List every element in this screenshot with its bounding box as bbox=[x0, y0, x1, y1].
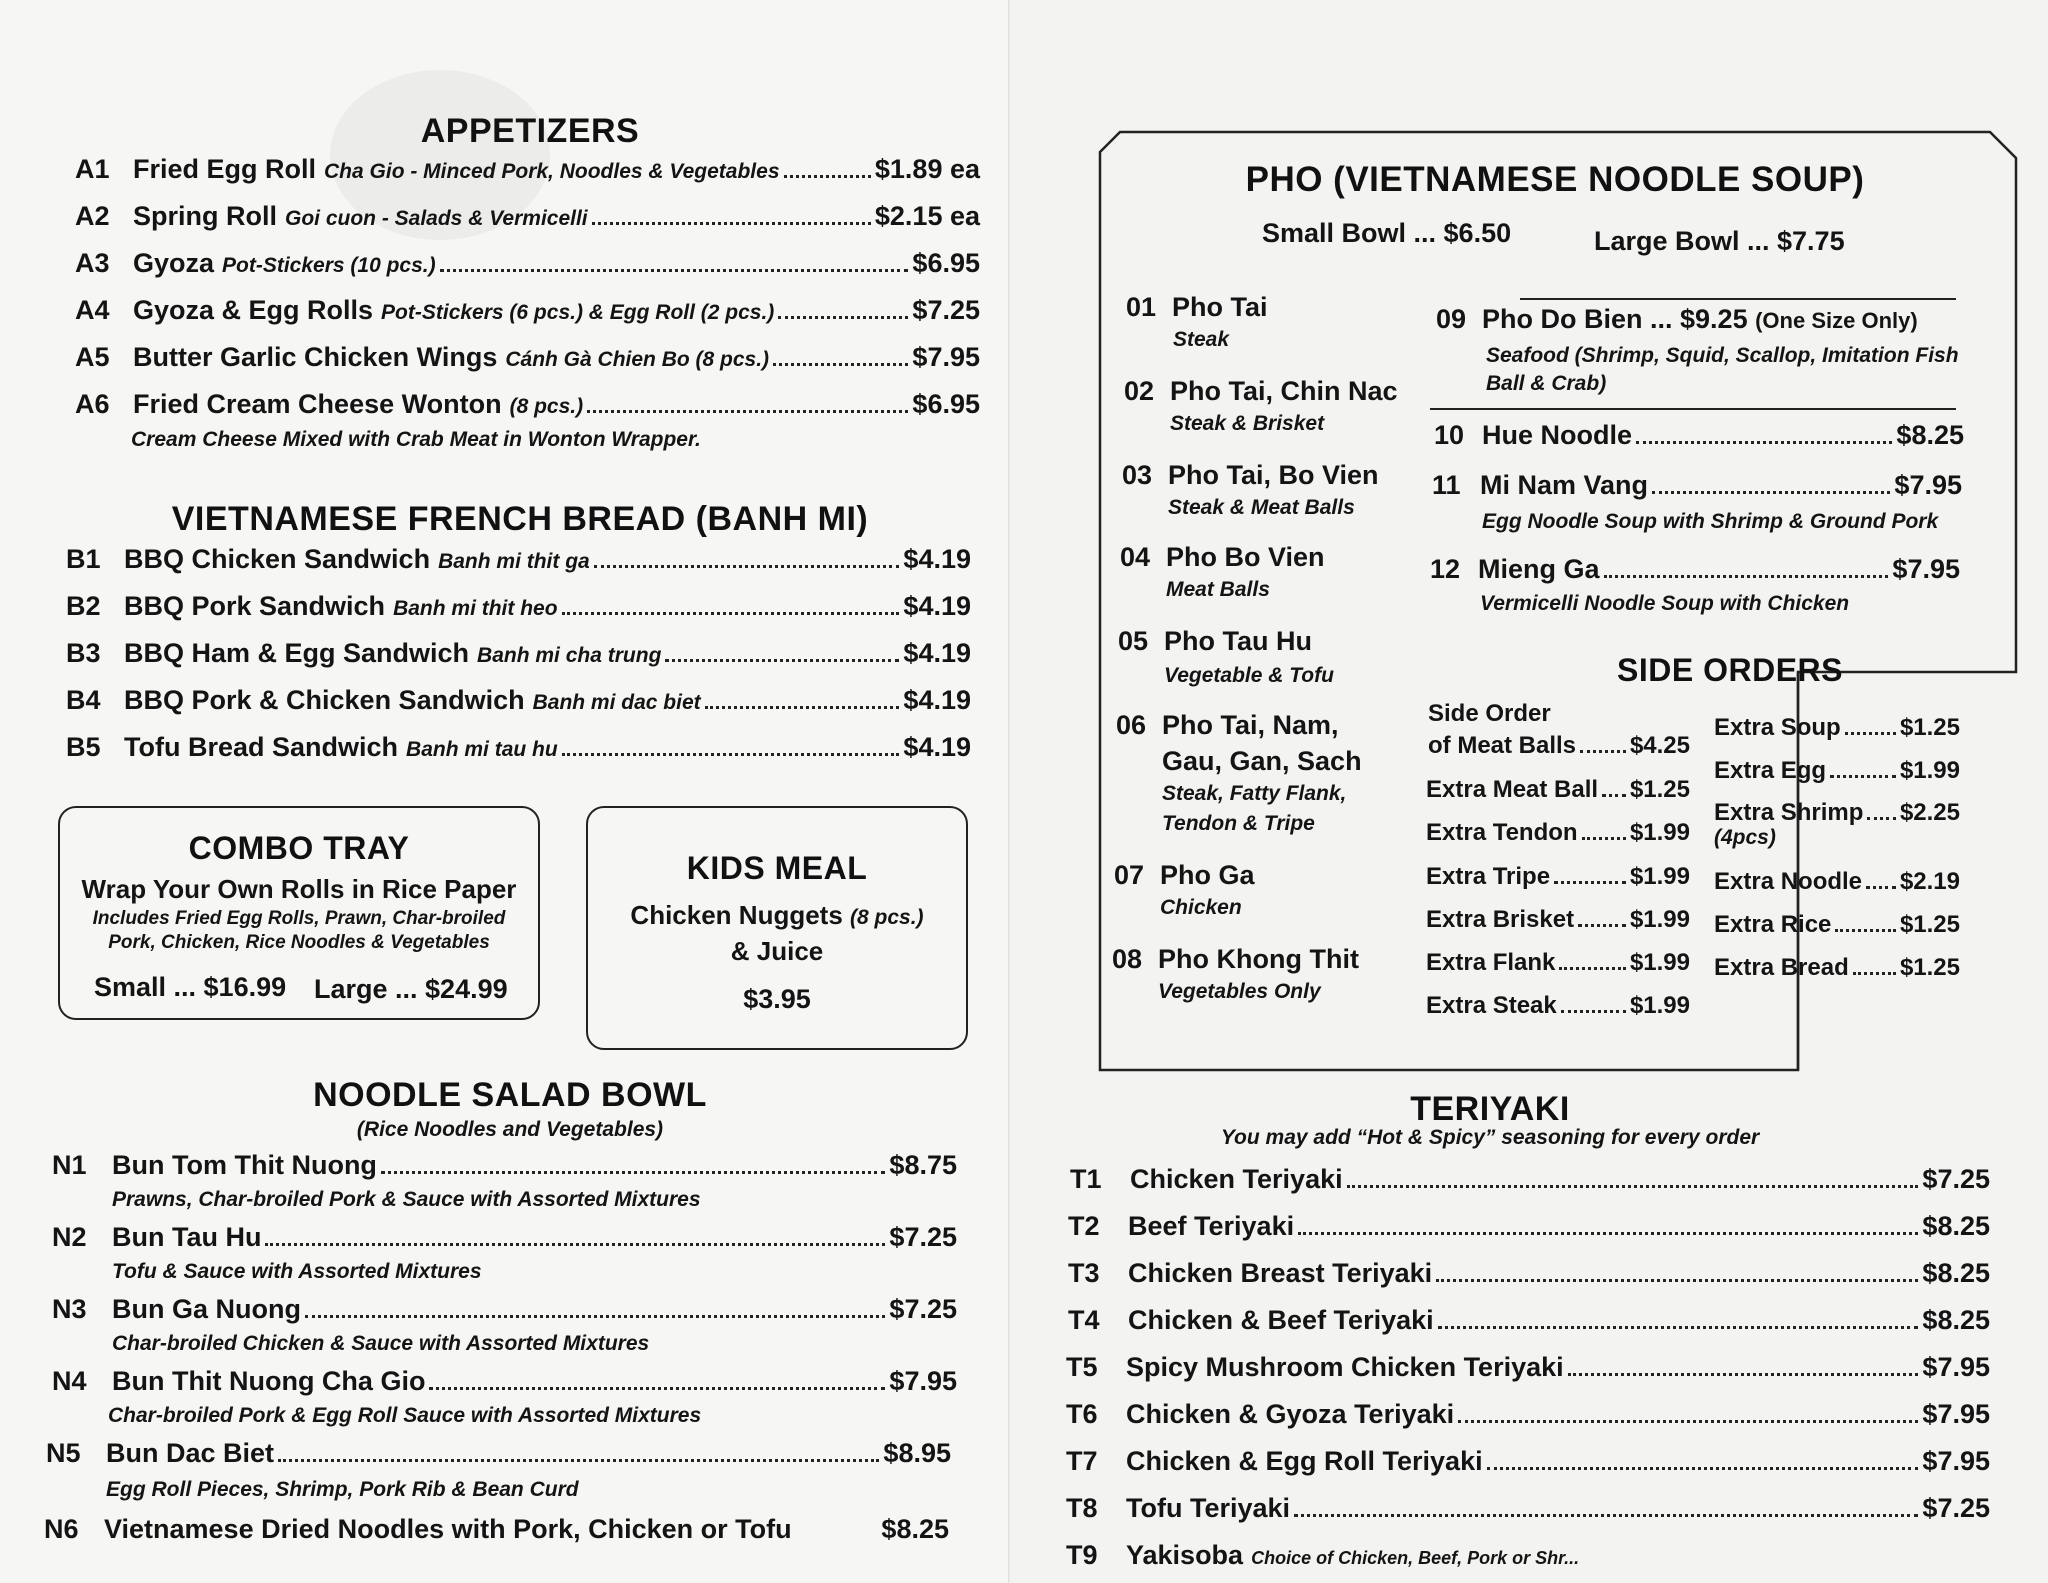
item-name: Beef Teriyaki bbox=[1128, 1211, 1295, 1241]
item-code: T6 bbox=[1066, 1399, 1098, 1429]
pho-item-08 bbox=[1112, 944, 1359, 975]
item-description: Egg Noodle Soup with Shrimp & Ground Pork bbox=[1482, 510, 1939, 533]
item-name: of Meat Balls bbox=[1428, 732, 1577, 759]
item-name: Mi Nam Vang bbox=[1480, 470, 1649, 500]
dot-leader bbox=[1559, 967, 1626, 970]
pho-divider-2 bbox=[1430, 408, 1956, 410]
item-description: Cream Cheese Mixed with Crab Meat in Wonton Wrapper. bbox=[131, 428, 701, 451]
item-code: T2 bbox=[1068, 1211, 1100, 1241]
item-viet-name: (8 pcs.) bbox=[509, 395, 584, 418]
item-price: $8.25 bbox=[881, 1514, 949, 1544]
item-name: Tofu Bread Sandwich bbox=[124, 732, 399, 762]
item-name: Vietnamese Dried Noodles with Pork, Chicken or Tofu bbox=[104, 1514, 792, 1544]
dot-leader bbox=[1867, 817, 1896, 820]
item-code: T3 bbox=[1068, 1258, 1100, 1288]
menu-item-t6 bbox=[1066, 1399, 1990, 1430]
side-order-extra-egg bbox=[1714, 755, 1960, 786]
pho-item-09 bbox=[1436, 304, 1918, 335]
item-name: Bun Thit Nuong Cha Gio bbox=[112, 1366, 426, 1396]
menu-item-t5 bbox=[1066, 1352, 1990, 1383]
menu-item-b2 bbox=[66, 591, 971, 624]
dot-leader bbox=[1853, 972, 1896, 975]
dot-leader bbox=[1578, 924, 1626, 927]
item-code: 10 bbox=[1434, 420, 1465, 450]
dot-leader bbox=[587, 410, 908, 413]
menu-item-n3 bbox=[52, 1294, 957, 1325]
dot-leader bbox=[1436, 1279, 1918, 1282]
right-menu-page bbox=[1010, 0, 2048, 1583]
item-viet-name: Banh mi tau hu bbox=[406, 738, 558, 761]
item-price: $7.25 bbox=[889, 1222, 957, 1252]
dot-leader bbox=[381, 1171, 885, 1174]
item-viet-name: Banh mi thit ga bbox=[438, 550, 590, 573]
item-name: Chicken & Gyoza Teriyaki bbox=[1126, 1399, 1455, 1429]
dot-leader bbox=[784, 175, 871, 178]
pho-heading: PHO (VIETNAMESE NOODLE SOUP) bbox=[1245, 160, 1865, 199]
item-viet-name: Pot-Stickers (10 pcs.) bbox=[222, 254, 436, 277]
item-description-line2: Ball & Crab) bbox=[1486, 372, 1607, 395]
pho-item-07 bbox=[1114, 860, 1255, 891]
item-price: $7.95 bbox=[1894, 470, 1962, 500]
item-code: A2 bbox=[75, 201, 110, 231]
dot-leader bbox=[778, 316, 908, 319]
menu-item-n2 bbox=[52, 1222, 957, 1253]
dot-leader bbox=[1294, 1514, 1918, 1517]
item-name: Extra Shrimp bbox=[1714, 799, 1864, 826]
item-code: 04 bbox=[1120, 542, 1151, 572]
item-price: $7.25 bbox=[912, 295, 980, 325]
item-code: A6 bbox=[75, 389, 110, 419]
menu-item-a2 bbox=[75, 201, 980, 234]
item-name: BBQ Pork Sandwich bbox=[124, 591, 386, 621]
pho-item-06 bbox=[1116, 710, 1339, 741]
item-code: A3 bbox=[75, 248, 110, 278]
dot-leader bbox=[1845, 732, 1896, 735]
item-choice-note: Choice of Chicken, Beef, Pork or Shr... bbox=[1251, 1548, 1580, 1568]
item-name: Pho Tai, Chin Nac bbox=[1170, 376, 1398, 406]
item-description: Vegetable & Tofu bbox=[1164, 664, 1334, 687]
dot-leader bbox=[594, 565, 900, 568]
item-name: Pho Tai bbox=[1172, 292, 1268, 322]
dot-leader bbox=[1582, 837, 1626, 840]
item-name: Bun Ga Nuong bbox=[112, 1294, 301, 1324]
item-name: Pho Do Bien bbox=[1482, 304, 1643, 334]
pho-item-10 bbox=[1434, 420, 1964, 451]
dot-leader bbox=[1652, 491, 1890, 494]
dot-leader bbox=[429, 1387, 885, 1390]
dot-leader bbox=[1602, 794, 1626, 797]
pho-divider-1 bbox=[1520, 298, 1956, 300]
item-price: $2.19 bbox=[1899, 868, 1960, 895]
item-name: Chicken & Egg Roll Teriyaki bbox=[1126, 1446, 1483, 1476]
item-name-line2: Gau, Gan, Sach bbox=[1162, 746, 1362, 776]
item-name: Pho Tai, Nam, bbox=[1162, 710, 1339, 740]
item-description: Vegetables Only bbox=[1158, 980, 1321, 1003]
kids-meal-line2: & Juice bbox=[730, 936, 824, 966]
menu-item-t7 bbox=[1066, 1446, 1990, 1477]
menu-item-t8 bbox=[1066, 1493, 1990, 1524]
pho-item-04 bbox=[1120, 542, 1325, 573]
pho-item-12 bbox=[1430, 554, 1960, 585]
dot-leader bbox=[1866, 886, 1896, 889]
item-code: 11 bbox=[1432, 470, 1461, 500]
item-price: $1.25 bbox=[1629, 776, 1690, 803]
dot-leader bbox=[705, 706, 900, 709]
banh-mi-heading: VIETNAMESE FRENCH BREAD (BANH MI) bbox=[171, 500, 869, 538]
combo-tray-line1: Wrap Your Own Rolls in Rice Paper bbox=[81, 874, 517, 904]
item-size-note: (One Size Only) bbox=[1755, 308, 1918, 333]
item-description: Steak bbox=[1173, 328, 1230, 351]
item-name: Hue Noodle bbox=[1482, 420, 1633, 450]
item-price: $4.19 bbox=[903, 591, 971, 621]
item-name: BBQ Chicken Sandwich bbox=[124, 544, 431, 574]
item-name: Pho Tau Hu bbox=[1164, 626, 1312, 656]
item-code: T4 bbox=[1068, 1305, 1100, 1335]
item-code: N1 bbox=[52, 1150, 87, 1180]
menu-item-a3 bbox=[75, 248, 980, 281]
menu-item-a5 bbox=[75, 342, 980, 375]
item-name: Gyoza & Egg Rolls bbox=[133, 295, 374, 325]
side-orders-heading: SIDE ORDERS bbox=[1617, 652, 1843, 688]
item-code: N5 bbox=[46, 1438, 81, 1468]
pho-small-bowl: Small Bowl ... $6.50 bbox=[1262, 218, 1512, 248]
side-order-meat-balls-line1: Side Order bbox=[1428, 700, 1551, 727]
dot-leader bbox=[773, 363, 908, 366]
dot-leader bbox=[1568, 1373, 1919, 1376]
teriyaki-subtitle: You may add “Hot & Spicy” seasoning for every order bbox=[1220, 1126, 1760, 1149]
item-name: Extra Tripe bbox=[1426, 863, 1551, 890]
item-code: N4 bbox=[52, 1366, 87, 1396]
noodle-salad-heading: NOODLE SALAD BOWL bbox=[313, 1076, 707, 1114]
dot-leader bbox=[1487, 1467, 1919, 1470]
menu-item-a1 bbox=[75, 154, 980, 187]
item-name: BBQ Pork & Chicken Sandwich bbox=[124, 685, 525, 715]
kids-meal-price: $3.95 bbox=[743, 984, 811, 1014]
item-price: $2.25 bbox=[1899, 799, 1960, 826]
item-name: Chicken Teriyaki bbox=[1130, 1164, 1343, 1194]
item-code: T8 bbox=[1066, 1493, 1098, 1523]
item-price: $1.99 bbox=[1629, 906, 1690, 933]
item-code: B2 bbox=[66, 591, 101, 621]
item-price: $4.19 bbox=[903, 685, 971, 715]
item-viet-name: Banh mi dac biet bbox=[532, 691, 701, 714]
item-viet-name: Pot-Stickers (6 pcs.) & Egg Roll (2 pcs.) bbox=[381, 301, 775, 324]
item-price: $4.19 bbox=[903, 638, 971, 668]
item-code: B1 bbox=[66, 544, 101, 574]
item-name: Extra Flank bbox=[1426, 949, 1556, 976]
kids-meal-pcs: (8 pcs.) bbox=[850, 906, 924, 929]
item-description: Prawns, Char-broiled Pork & Sauce with Assorted Mixtures bbox=[112, 1188, 701, 1211]
item-price: $1.25 bbox=[1899, 911, 1960, 938]
kids-meal-heading: KIDS MEAL bbox=[686, 850, 868, 886]
menu-item-t4 bbox=[1068, 1305, 1990, 1336]
dot-leader bbox=[1347, 1185, 1919, 1188]
dot-leader bbox=[1835, 929, 1896, 932]
combo-tray-line3: Pork, Chicken, Rice Noodles & Vegetables bbox=[108, 932, 490, 953]
dot-leader bbox=[1830, 775, 1896, 778]
item-name: Mieng Ga bbox=[1478, 554, 1600, 584]
menu-item-t1 bbox=[1070, 1164, 1990, 1195]
combo-small-price: Small ... $16.99 bbox=[94, 972, 287, 1002]
item-name: Yakisoba bbox=[1126, 1540, 1244, 1570]
menu-item-n6 bbox=[44, 1514, 949, 1545]
item-viet-name: Cánh Gà Chien Bo (8 pcs.) bbox=[505, 348, 770, 371]
left-menu-page bbox=[0, 0, 1010, 1583]
item-code: 07 bbox=[1114, 860, 1145, 890]
kids-meal-line1 bbox=[588, 900, 966, 931]
item-description: Egg Roll Pieces, Shrimp, Pork Rib & Bean Curd bbox=[106, 1478, 579, 1501]
item-price: $1.99 bbox=[1629, 992, 1690, 1019]
combo-tray-box bbox=[58, 806, 540, 1020]
side-order-extra-brisket bbox=[1426, 904, 1690, 935]
item-code: B5 bbox=[66, 732, 101, 762]
menu-item-t9 bbox=[1066, 1540, 1990, 1574]
item-name: Spring Roll bbox=[133, 201, 277, 231]
item-code: A4 bbox=[75, 295, 110, 325]
item-name: Pho Bo Vien bbox=[1166, 542, 1325, 572]
dot-leader bbox=[665, 659, 899, 662]
item-description: Steak & Brisket bbox=[1170, 412, 1325, 435]
appetizers-heading: APPETIZERS bbox=[420, 112, 640, 150]
menu-item-b1 bbox=[66, 544, 971, 577]
item-code: N2 bbox=[52, 1222, 87, 1252]
item-name: Pho Khong Thit bbox=[1158, 944, 1359, 974]
item-code: A1 bbox=[75, 154, 110, 184]
dot-leader bbox=[562, 612, 900, 615]
menu-item-n4 bbox=[52, 1366, 957, 1397]
item-price: ... $9.25 bbox=[1650, 304, 1748, 334]
side-order-extra-steak bbox=[1426, 990, 1690, 1021]
item-description: Char-broiled Pork & Egg Roll Sauce with Assorted Mixtures bbox=[108, 1404, 702, 1427]
item-price: $7.95 bbox=[889, 1366, 957, 1396]
item-name: Pho Tai, Bo Vien bbox=[1168, 460, 1379, 490]
noodle-salad-subtitle: (Rice Noodles and Vegetables) bbox=[356, 1118, 664, 1141]
teriyaki-heading: TERIYAKI bbox=[1410, 1090, 1570, 1128]
dot-leader bbox=[305, 1315, 885, 1318]
dot-leader bbox=[1554, 881, 1626, 884]
item-name: Fried Cream Cheese Wonton bbox=[133, 389, 502, 419]
item-price: $1.99 bbox=[1629, 949, 1690, 976]
item-name: Tofu Teriyaki bbox=[1126, 1493, 1291, 1523]
pho-item-03 bbox=[1122, 460, 1379, 491]
menu-item-b3 bbox=[66, 638, 971, 671]
item-price: $7.25 bbox=[1922, 1493, 1990, 1523]
dot-leader bbox=[1438, 1326, 1919, 1329]
item-viet-name: Goi cuon - Salads & Vermicelli bbox=[285, 207, 588, 230]
item-code: T7 bbox=[1066, 1446, 1098, 1476]
item-code: 12 bbox=[1430, 554, 1461, 584]
item-name: Extra Brisket bbox=[1426, 906, 1575, 933]
dot-leader bbox=[1636, 441, 1892, 444]
side-order-extra-flank bbox=[1426, 947, 1690, 978]
side-order-extra-shrimp bbox=[1714, 797, 1960, 828]
item-price: $1.25 bbox=[1899, 954, 1960, 981]
item-name: Extra Noodle bbox=[1714, 868, 1863, 895]
item-price: $8.25 bbox=[1922, 1258, 1990, 1288]
item-price: $8.25 bbox=[1896, 420, 1964, 450]
item-code: 09 bbox=[1436, 304, 1467, 334]
item-name: Fried Egg Roll bbox=[133, 154, 317, 184]
side-order-extra-rice bbox=[1714, 909, 1960, 940]
dot-leader bbox=[265, 1243, 885, 1246]
item-name: Extra Tendon bbox=[1426, 819, 1578, 846]
side-order-extra-tendon bbox=[1426, 817, 1690, 848]
item-name: Gyoza bbox=[133, 248, 215, 278]
item-price: $8.25 bbox=[1922, 1305, 1990, 1335]
side-order-meat-balls bbox=[1428, 730, 1690, 761]
pho-item-05 bbox=[1118, 626, 1312, 657]
item-description-line2: Tendon & Tripe bbox=[1162, 812, 1315, 835]
item-name: Pho Ga bbox=[1160, 860, 1255, 890]
dot-leader bbox=[562, 753, 900, 756]
pho-item-01 bbox=[1126, 292, 1268, 323]
item-description: Steak, Fatty Flank, bbox=[1162, 782, 1347, 805]
item-name: Extra Bread bbox=[1714, 954, 1849, 981]
kids-meal-nuggets: Chicken Nuggets bbox=[630, 900, 843, 930]
item-price: $2.15 ea bbox=[874, 201, 980, 231]
item-name: Extra Meat Ball bbox=[1426, 776, 1599, 803]
item-code: B4 bbox=[66, 685, 101, 715]
item-name: Chicken Breast Teriyaki bbox=[1128, 1258, 1433, 1288]
pho-item-02 bbox=[1124, 376, 1398, 407]
item-price: $1.99 bbox=[1629, 863, 1690, 890]
pho-large-bowl: Large Bowl ... $7.75 bbox=[1594, 226, 1845, 256]
item-price: $6.95 bbox=[912, 248, 980, 278]
item-code: 08 bbox=[1112, 944, 1143, 974]
dot-leader bbox=[1561, 1010, 1626, 1013]
pho-item-11 bbox=[1432, 470, 1962, 501]
item-name: Extra Soup bbox=[1714, 714, 1841, 741]
item-code: T1 bbox=[1070, 1164, 1102, 1194]
item-price: $4.19 bbox=[903, 732, 971, 762]
kids-meal-box bbox=[586, 806, 968, 1050]
side-order-extra-bread bbox=[1714, 952, 1960, 983]
dot-leader bbox=[592, 222, 871, 225]
dot-leader bbox=[1458, 1420, 1918, 1423]
side-order-extra-noodle bbox=[1714, 866, 1960, 897]
item-size-note: (4pcs) bbox=[1714, 826, 1776, 849]
item-price: $4.25 bbox=[1629, 732, 1690, 759]
item-description: Vermicelli Noodle Soup with Chicken bbox=[1480, 592, 1850, 615]
side-order-extra-meat-ball bbox=[1426, 774, 1690, 805]
dot-leader bbox=[1604, 575, 1889, 578]
dot-leader bbox=[1298, 1232, 1918, 1235]
item-code: T9 bbox=[1066, 1540, 1098, 1570]
item-code: 02 bbox=[1124, 376, 1155, 406]
item-price: $8.95 bbox=[883, 1438, 951, 1468]
item-code: B3 bbox=[66, 638, 101, 668]
menu-item-a4 bbox=[75, 295, 980, 328]
combo-large-price: Large ... $24.99 bbox=[314, 974, 508, 1004]
menu-item-n1 bbox=[52, 1150, 957, 1181]
item-name: Spicy Mushroom Chicken Teriyaki bbox=[1126, 1352, 1564, 1382]
item-price: $8.75 bbox=[889, 1150, 957, 1180]
item-name: Extra Rice bbox=[1714, 911, 1832, 938]
item-name: Bun Tom Thit Nuong bbox=[112, 1150, 377, 1180]
side-order-extra-soup bbox=[1714, 712, 1960, 743]
dot-leader bbox=[1580, 750, 1626, 753]
item-price: $8.25 bbox=[1922, 1211, 1990, 1241]
item-code: T5 bbox=[1066, 1352, 1098, 1382]
item-viet-name: Banh mi thit heo bbox=[393, 597, 558, 620]
item-code: 06 bbox=[1116, 710, 1147, 740]
item-price: $1.99 bbox=[1899, 757, 1960, 784]
item-price: $1.89 ea bbox=[874, 154, 980, 184]
dot-leader bbox=[440, 269, 909, 272]
item-description: Seafood (Shrimp, Squid, Scallop, Imitation Fish bbox=[1486, 344, 1959, 367]
item-price: $7.95 bbox=[912, 342, 980, 372]
item-price: $7.25 bbox=[1922, 1164, 1990, 1194]
item-price: $7.95 bbox=[1922, 1399, 1990, 1429]
item-price: $7.95 bbox=[1892, 554, 1960, 584]
item-price: $1.99 bbox=[1629, 819, 1690, 846]
item-code: 01 bbox=[1126, 292, 1157, 322]
item-price: $6.95 bbox=[912, 389, 980, 419]
menu-item-n5 bbox=[46, 1438, 951, 1469]
item-description: Meat Balls bbox=[1166, 578, 1270, 601]
item-name: Bun Tau Hu bbox=[112, 1222, 262, 1252]
dot-leader bbox=[278, 1459, 879, 1462]
item-description: Char-broiled Chicken & Sauce with Assorted Mixtures bbox=[112, 1332, 650, 1355]
item-name: Butter Garlic Chicken Wings bbox=[133, 342, 498, 372]
item-price: $7.95 bbox=[1922, 1446, 1990, 1476]
combo-tray-line2: Includes Fried Egg Rolls, Prawn, Char-broiled bbox=[92, 908, 506, 929]
item-name: BBQ Ham & Egg Sandwich bbox=[124, 638, 470, 668]
combo-tray-heading: COMBO TRAY bbox=[188, 830, 410, 866]
item-name: Chicken & Beef Teriyaki bbox=[1128, 1305, 1434, 1335]
item-description: Steak & Meat Balls bbox=[1168, 496, 1355, 519]
item-code: 03 bbox=[1122, 460, 1153, 490]
menu-item-b4 bbox=[66, 685, 971, 718]
item-description: Tofu & Sauce with Assorted Mixtures bbox=[112, 1260, 482, 1283]
menu-item-t3 bbox=[1068, 1258, 1990, 1289]
menu-item-a6 bbox=[75, 389, 980, 422]
item-viet-name: Cha Gio - Minced Pork, Noodles & Vegetables bbox=[324, 160, 780, 183]
item-viet-name: Banh mi cha trung bbox=[477, 644, 662, 667]
side-order-extra-tripe bbox=[1426, 861, 1690, 892]
item-name: Bun Dac Biet bbox=[106, 1438, 275, 1468]
item-code: N3 bbox=[52, 1294, 87, 1324]
item-code: A5 bbox=[75, 342, 110, 372]
item-name: Extra Egg bbox=[1714, 757, 1827, 784]
item-code: N6 bbox=[44, 1514, 79, 1544]
item-code: 05 bbox=[1118, 626, 1149, 656]
menu-item-t2 bbox=[1068, 1211, 1990, 1242]
item-price: $4.19 bbox=[903, 544, 971, 574]
item-price: $7.25 bbox=[889, 1294, 957, 1324]
item-price: $1.25 bbox=[1899, 714, 1960, 741]
item-description: Chicken bbox=[1160, 896, 1242, 919]
menu-item-b5 bbox=[66, 732, 971, 765]
item-price: $7.95 bbox=[1922, 1352, 1990, 1382]
item-name: Extra Steak bbox=[1426, 992, 1557, 1019]
